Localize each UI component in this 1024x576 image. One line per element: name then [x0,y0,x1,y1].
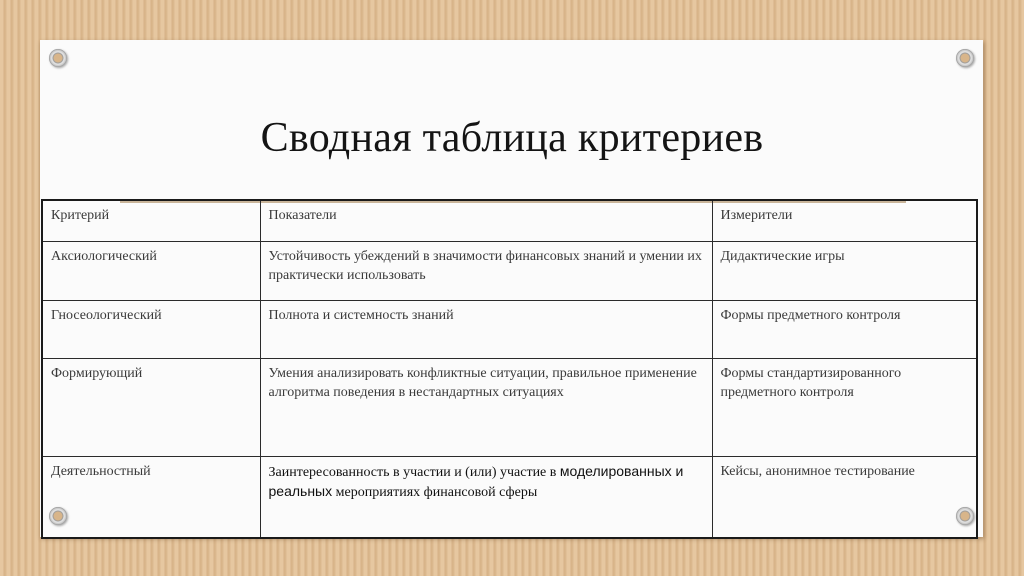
table-row [42,358,977,456]
header-cell-criterion: Критерий [42,200,260,241]
cell-measures: Дидактические игры [712,241,977,300]
cell-criterion: Формирующий [42,358,260,456]
header-cell-measures: Измерители [712,200,977,241]
cell-criterion: Аксиологический [42,241,260,300]
indicators-text-part: мероприятиях финансовой сферы [332,484,538,500]
table-header-row [42,200,977,241]
table-row [42,241,977,300]
indicators-text-part: Заинтересованность в участии и (или) участие в [268,464,560,480]
cell-criterion: Деятельностный [42,456,260,538]
cell-indicators: Полнота и системность знаний [260,300,712,358]
grommet-icon [49,49,67,67]
cell-indicators: Умения анализировать конфликтные ситуации, правильное применение алгоритма поведения в нестандартных ситуациях [260,358,712,456]
table-row [42,456,977,538]
cell-measures: Кейсы, анонимное тестирование [712,456,977,538]
header-cell-indicators: Показатели [260,200,712,241]
cell-indicators: Устойчивость убеждений в значимости финансовых знаний и умении их практически использовать [260,241,712,300]
cell-measures: Формы стандартизированного предметного контроля [712,358,977,456]
slide-title: Сводная таблица критериев [260,115,764,161]
cell-measures: Формы предметного контроля [712,300,977,358]
criteria-table [41,199,978,539]
cell-criterion: Гносеологический [42,300,260,358]
indicators-text-part-sans: моделированных и реальных [268,462,684,499]
grommet-icon [956,49,974,67]
cell-indicators [260,456,712,538]
table-row [42,300,977,358]
